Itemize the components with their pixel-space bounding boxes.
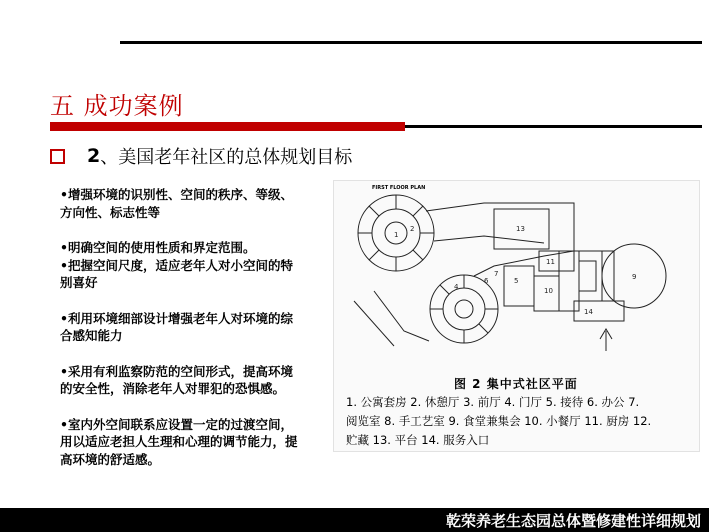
section-number: 2 — [87, 145, 101, 167]
floor-plan-title: FIRST FLOOR PLAN — [372, 185, 426, 191]
bullet-line: •明确空间的使用性质和界定范围。 — [60, 240, 256, 255]
bullet-line: 高环境的舒适感。 — [60, 451, 161, 467]
room-number-label: 5 — [514, 277, 519, 285]
bullet-line: •采用有利监察防范的空间形式，提高环境 — [60, 363, 293, 379]
bullet-line: •室内外空间联系应设置一定的过渡空间， — [60, 416, 293, 432]
section-title: 、美国老年社区的总体规划目标 — [100, 147, 353, 168]
title-underline — [50, 122, 702, 131]
room-number-label: 9 — [632, 273, 637, 281]
room-number-label: 11 — [546, 258, 555, 266]
floor-plan-drawing — [334, 181, 699, 371]
legend-line: 阅览室 8. 手工艺室 9. 食堂兼集会 10. 小餐厅 11. 厨房 12. — [346, 414, 652, 428]
room-number-label: 6 — [484, 277, 489, 285]
bullet-line: 别喜好 — [60, 275, 98, 290]
room-number-label: 14 — [584, 308, 593, 316]
room-number-label: 2 — [410, 225, 415, 233]
room-number-label: 13 — [516, 225, 525, 233]
floor-plan-figure — [333, 180, 700, 452]
room-number-label: 7 — [494, 270, 499, 278]
legend-line: 贮藏 13. 平台 14. 服务入口 — [346, 433, 490, 447]
figure-caption: 图 2 集中式社区平面 — [454, 377, 578, 391]
footer-bar — [0, 508, 709, 532]
title-underline-red — [50, 122, 405, 131]
bullet-line: •利用环境细部设计增强老年人对环境的综 — [60, 310, 293, 326]
top-rule — [120, 41, 702, 44]
room-number-label: 10 — [544, 287, 553, 295]
room-number-label: 4 — [454, 283, 459, 291]
room-number-label: 1 — [394, 231, 399, 239]
footer-title: 乾荣养老生态园总体暨修建性详细规划 — [445, 512, 701, 530]
section-heading — [50, 143, 352, 169]
bullet-list — [60, 186, 335, 468]
slide-title: 五 成功案例 — [50, 92, 184, 120]
bullet-line: 用以适应老担人生理和心理的调节能力，提 — [60, 434, 298, 449]
bullet-line: 方向性、标志性等 — [60, 204, 161, 220]
square-bullet-icon — [50, 149, 65, 164]
legend-line: 1. 公寓套房 2. 休憩厅 3. 前厅 4. 门厅 5. 接待 6. 办公 7. — [346, 395, 640, 409]
bullet-line: •增强环境的识别性、空间的秩序、等级、 — [60, 187, 293, 202]
bullet-line: •把握空间尺度，适应老年人对小空间的特 — [60, 257, 293, 273]
figure-legend — [346, 393, 696, 450]
bullet-line: 的安全性，消除老年人对罪犯的恐惧感。 — [60, 381, 286, 396]
bullet-line: 合感知能力 — [60, 328, 123, 343]
title-underline-black — [405, 125, 702, 128]
